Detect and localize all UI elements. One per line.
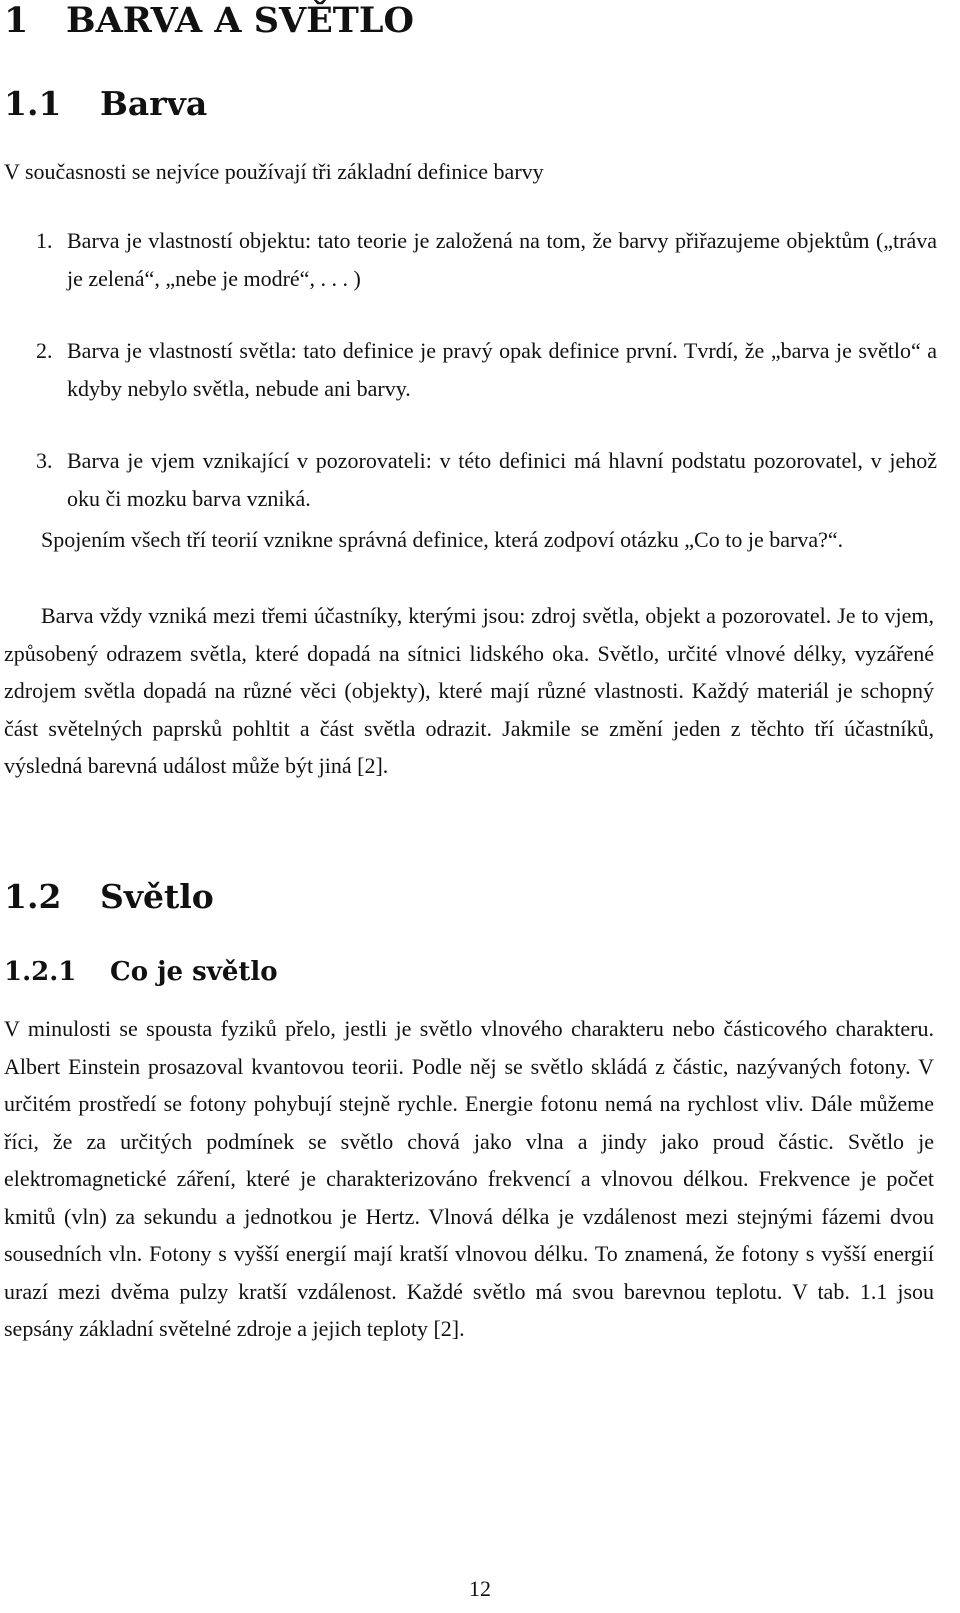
paragraph-barva-vzdy: Barva vždy vzniká mezi třemi účastníky, kterými jsou: zdroj světla, objekt a pozorovatel. Je to vjem, způsobený odrazem světla, které dopadá na sítnici lidského oka. Světlo, určité vlnové délky, vyzářené zdrojem světla dopadá na různé věci (objekty), které mají různé vlastnosti. Každý materiál je schopný část světelných paprsků pohltit a část světla odrazit. Jakmile se změní jeden z těchto tří účastníků, výsledná barevná událost může být jiná [2]. bbox=[4, 603, 934, 778]
subsection-number: 1.2.1 bbox=[4, 957, 77, 987]
section-number: 1.1 bbox=[4, 84, 62, 123]
list-marker: 3. bbox=[36, 448, 53, 473]
list-item bbox=[0, 222, 960, 332]
list-item-text: Barva je vlastností světla: tato definice je pravý opak definice první. Tvrdí, že „barva je světlo“ a kdyby nebylo světla, nebude ani barvy. bbox=[67, 338, 937, 401]
paragraph-spojenim: Spojením všech tří teorií vznikne správná definice, která zodpoví otázku „Co to je barva?“. bbox=[41, 527, 844, 552]
chapter-title: BARVA A SVĚTLO bbox=[66, 0, 414, 41]
definitions-list bbox=[0, 222, 960, 552]
section-title: Světlo bbox=[100, 877, 214, 916]
section-heading-barva bbox=[4, 84, 207, 124]
subsection-heading-co-je-svetlo bbox=[4, 956, 278, 988]
list-item-text: Barva je vlastností objektu: tato teorie je založená na tom, že barvy přiřazujeme objektům („tráva je zelená“, „nebe je modré“, . . . ) bbox=[67, 228, 937, 291]
chapter-heading bbox=[4, 0, 414, 42]
intro-paragraph: V současnosti se nejvíce používají tři základní definice barvy bbox=[4, 159, 544, 184]
list-item bbox=[0, 332, 960, 442]
section-number: 1.2 bbox=[4, 877, 62, 916]
section-title: Barva bbox=[100, 84, 208, 123]
chapter-number: 1 bbox=[4, 0, 29, 41]
list-marker: 2. bbox=[36, 338, 53, 363]
list-marker: 1. bbox=[36, 228, 53, 253]
list-item-text: Barva je vjem vznikající v pozorovateli: v této definici má hlavní podstatu pozorovatel, v jehož oku či mozku barva vzniká. bbox=[67, 448, 937, 511]
page-number: 12 bbox=[469, 1576, 491, 1601]
subsection-title: Co je světlo bbox=[110, 957, 278, 987]
paragraph-svetlo: V minulosti se spousta fyziků přelo, jestli je světlo vlnového charakteru nebo částicového charakteru. Albert Einstein prosazoval kvantovou teorii. Podle něj se světlo skládá z částic, nazývaných fotony. V určitém prostředí se fotony pohybují stejně rychle. Energie fotonu nemá na rychlost vliv. Dále můžeme říci, že za určitých podmínek se světlo chová jako vlna a jindy jako proud částic. Světlo je elektromagnetické záření, které je charakterizováno frekvencí a vlnovou délkou. Frekvence je počet kmitů (vln) za sekundu a jednotkou je Hertz. Vlnová délka je vzdálenost mezi stejnými fázemi dvou sousedních vln. Fotony s vyšší energií mají kratší vlnovou délku. To znamená, že fotony s vyšší energií urazí mezi dvěma pulzy kratší vzdálenost. Každé světlo má svou barevnou teplotu. V tab. 1.1 jsou sepsány základní světelné zdroje a jejich teploty [2]. bbox=[4, 1016, 934, 1341]
section-heading-svetlo bbox=[4, 877, 214, 917]
